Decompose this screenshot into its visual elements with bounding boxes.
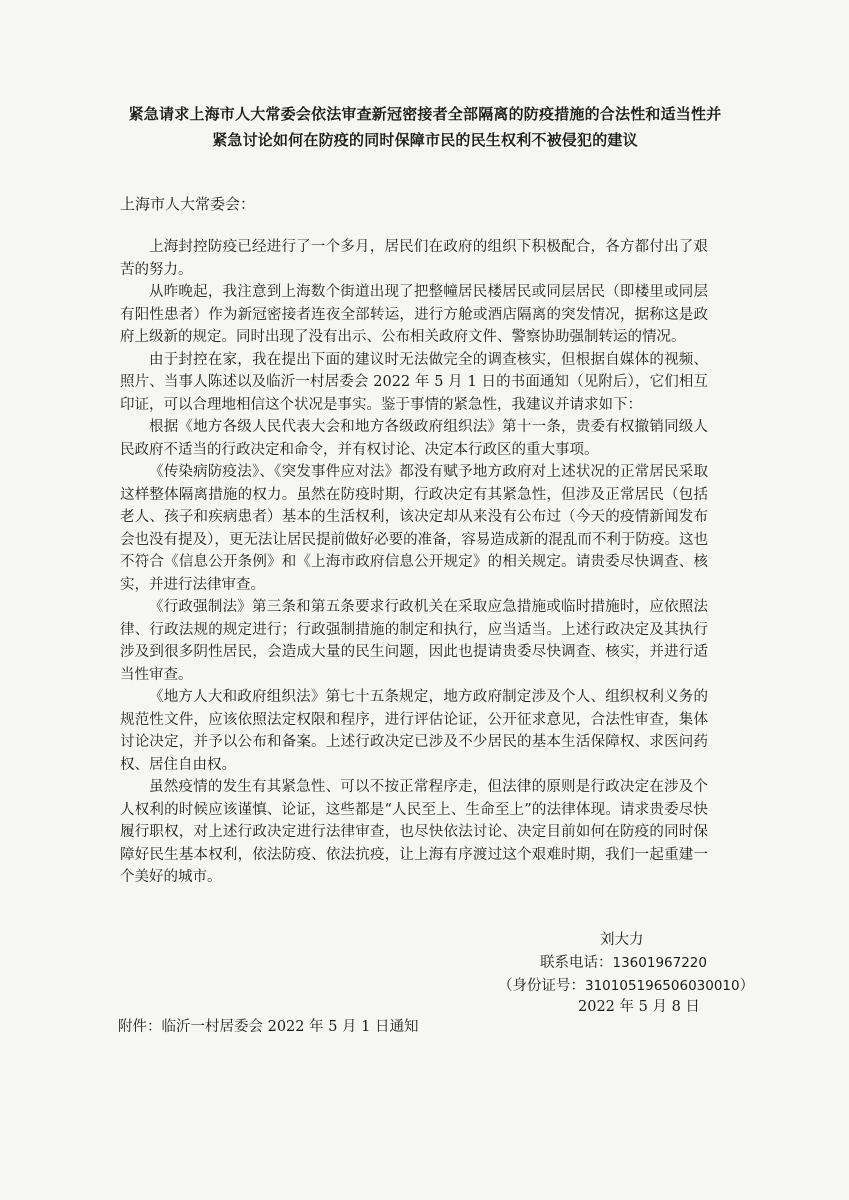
paragraph: 《行政强制法》第三条和第五条要求行政机关在采取应急措施或临时措施时，应依照法律、行政法规的规定进行；行政强制措施的制定和执行，应当适当。上述行政决定及其执行涉及到很多阴性居民，会造成大量的民生问题，因此也提请贵委尽快调查、核实，并进行适当性审查。 [120,599,708,683]
paragraph: 由于封控在家，我在提出下面的建议时无法做完全的调查核实，但根据自媒体的视频、照片、当事人陈述以及临沂一村居委会 2022 年 5 月 1 日的书面通知（见附后），它们相互印证，可以合理地相信这个状况是事实。鉴于事情的紧急性，我建议并请求如下： [120,351,708,413]
paragraph: 《传染病防疫法》、《突发事件应对法》都没有赋予地方政府对上述状况的正常居民采取这样整体隔离措施的权力。虽然在防疫时期，行政决定有其紧急性，但涉及正常居民（包括老人、孩子和疾病患者）基本的生活权利，该决定却从来没有公布过（今天的疫情新闻发布会也没有提及），更无法让居民提前做好必要的准备，容易造成新的混乱而不利于防疫。这也不符合《信息公开条例》和《上海市政府信息公开规定》的相关规定。请贵委尽快调查、核实，并进行法律审查。 [120,464,708,593]
letter-body [120,236,708,889]
title-line-2: 紧急讨论如何在防疫的同时保障市民的民生权利不被侵犯的建议 [212,131,638,149]
paragraph: 虽然疫情的发生有其紧急性、可以不按正常程序走，但法律的原则是行政决定在涉及个人权利的时候应该谨慎、论证，这些都是“人民至上、生命至上”的法律体现。请求贵委尽快履行职权，对上述行政决定进行法律审查，也尽快依法讨论、决定目前如何在防疫的同时保障好民生基本权利，依法防疫、依法抗疫，让上海有序渡过这个艰难时期，我们一起重建一个美好的城市。 [120,779,708,885]
id-number: 310105196506030010 [585,978,740,994]
paragraph: 根据《地方各级人民代表大会和地方各级政府组织法》第十一条，贵委有权撤销同级人民政府不适当的行政决定和命令，并有权讨论、决定本行政区的重大事项。 [120,419,708,458]
salutation: 上海市人大常委会： [120,195,256,213]
phone-number: 13601967220 [612,955,707,971]
document-title [80,101,770,153]
phone-label: 联系电话： [540,955,613,971]
id-label: （身份证号： [498,978,585,994]
paragraph: 《地方人大和政府组织法》第七十五条规定，地方政府制定涉及个人、组织权利义务的规范性文件，应该依照法定权限和程序，进行评估论证，公开征求意见，合法性审查，集体讨论决定，并予以公布和备案。上述行政决定已涉及不少居民的基本生活保障权、求医问药权、居住自由权。 [120,689,708,773]
title-line-1: 紧急请求上海市人大常委会依法审查新冠密接者全部隔离的防疫措施的合法性和适当性并 [128,105,722,123]
signature-date: 2022 年 5 月 8 日 [578,999,700,1015]
attachment-note: 附件：临沂一村居委会 2022 年 5 月 1 日通知 [118,1019,419,1035]
signature-phone [540,952,707,974]
id-close: ） [739,978,755,994]
signature-id [498,975,754,997]
signature-name: 刘大力 [600,932,644,948]
paragraph: 上海封控防疫已经进行了一个多月，居民们在政府的组织下积极配合，各方都付出了艰苦的努力。 [120,239,708,278]
paragraph: 从昨晚起，我注意到上海数个街道出现了把整幢居民楼居民或同层居民（即楼里或同层有阳性患者）作为新冠密接者连夜全部转运，进行方舱或酒店隔离的突发情况，据称这是政府上级新的规定。同时出现了没有出示、公布相关政府文件、警察协助强制转运的情况。 [120,284,708,345]
